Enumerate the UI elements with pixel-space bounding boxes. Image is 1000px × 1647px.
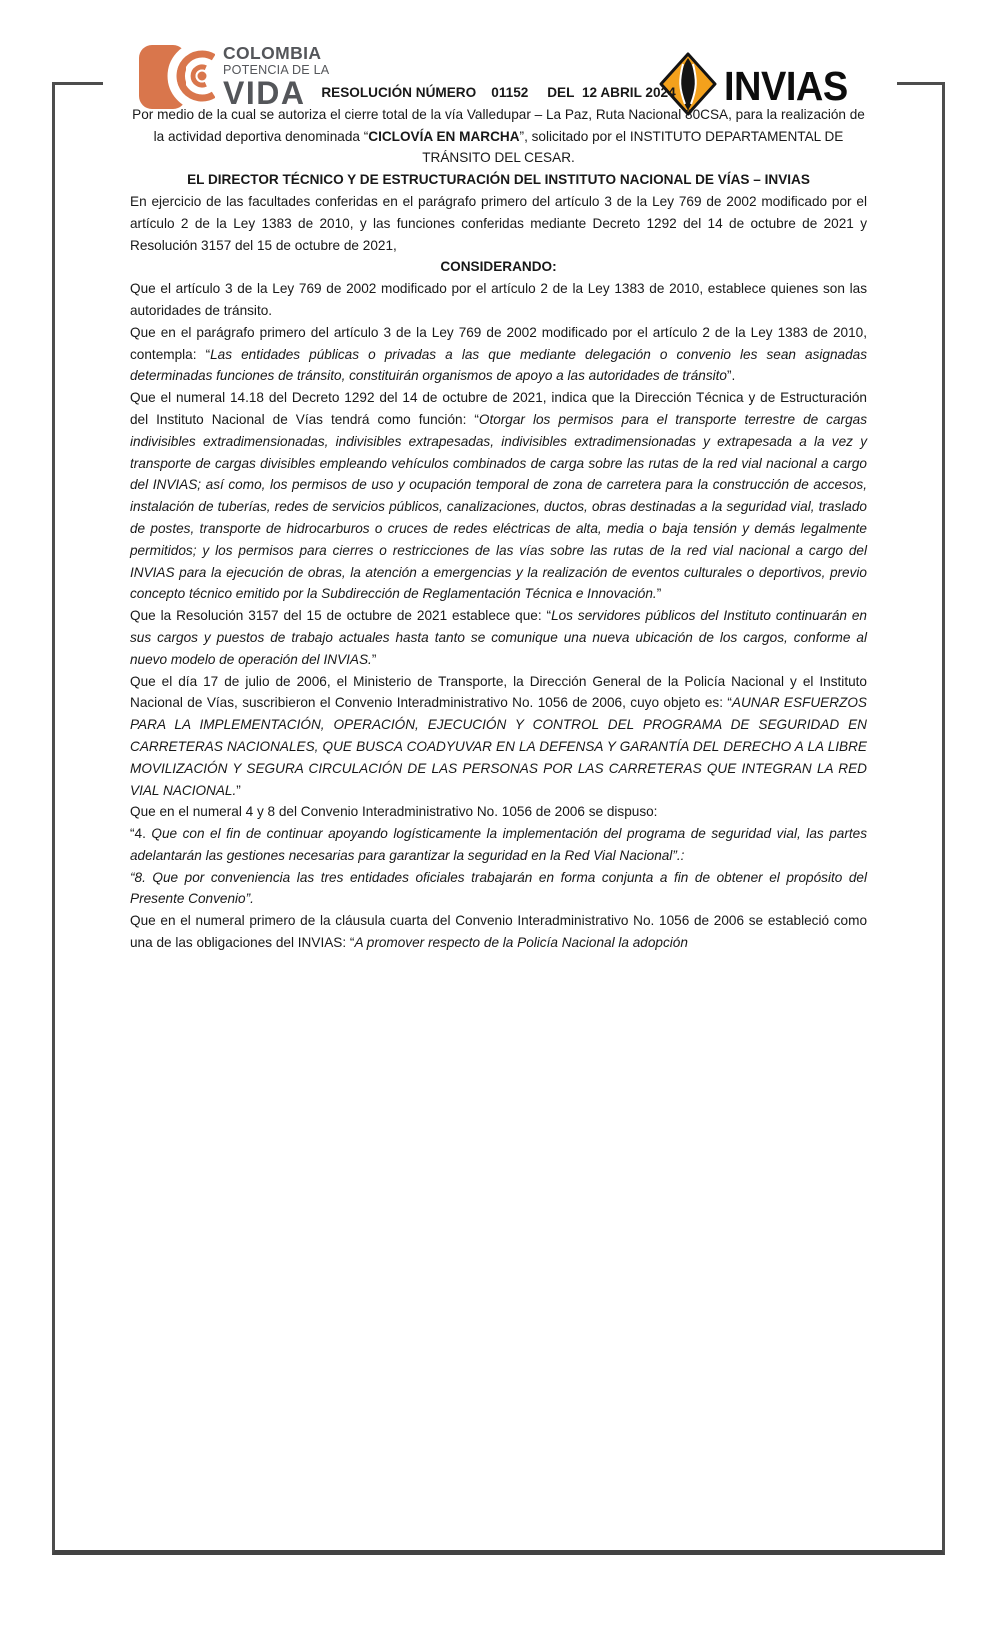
paragraph-2-close: ”.: [726, 368, 736, 384]
paragraph-7: [130, 823, 867, 867]
paragraph-3-lead: Que el numeral 14.18 del Decreto 1292 del 14 de octubre de 2021, indica que la Dirección Técnica y de Estructuración del Instituto Nacional de Vías tendrá como función: “: [130, 390, 867, 427]
paragraph-5: [130, 671, 867, 802]
paragraph-5-close: ”: [236, 782, 241, 798]
paragraph-3-quote: Otorgar los permisos para el transporte terrestre de cargas indivisibles extradimensionadas, indivisibles extrapesadas, indivisibles extradimensionadas y extrapesada a la vez y transporte de cargas divisibles empleando vehículos combinados de carga sobre las rutas de la red vial nacional a cargo del INVIAS; así como, los permisos de uso y ocupación temporal de zona de carretera para la construcción de accesos, instalación de tuberías, redes de servicios públicos, canalizaciones, ductos, obras destinadas a la seguridad vial, traslado de postes, transporte de hidrocarburos o cruces de redes eléctricas de alta, media o baja tensión y demás legalmente permitidos; y los permisos para cierres o restricciones de las vías sobre las rutas de la red vial nacional a cargo del INVIAS para la ejecución de obras, la atención a emergencias y la realización de eventos culturales o deportivos, previo concepto técnico emitido por la Subdirección de Reglamentación Técnica e Innovación.: [130, 411, 867, 602]
subject-event-name: CICLOVÍA EN MARCHA: [368, 128, 520, 144]
paragraph-6: Que en el numeral 4 y 8 del Convenio Interadministrativo No. 1056 de 2006 se dispuso:: [130, 804, 658, 820]
paragraph-2-quote: Las entidades públicas o privadas a las que mediante delegación o convenio les sean asignadas determinadas funciones de tránsito, constituirán organismos de apoyo a las autoridades de tránsito: [130, 346, 867, 384]
paragraph-4-quote: Los servidores públicos del Instituto continuarán en sus cargos y puestos de trabajo actuales hasta tanto se comunique una nueva ubicación de los cargos, conforme al nuevo modelo de operación del INVIAS.: [130, 608, 867, 667]
powers-paragraph: En ejercicio de las facultades conferidas en el parágrafo primero del artículo 3 de la Ley 769 de 2002 modificado por el artículo 2 de la Ley 1383 de 2010, y las funciones conferidas mediante Decreto 1292 del 14 de octubre de 2021 y Resolución 3157 del 15 de octubre de 2021,: [130, 193, 867, 253]
subject-text-pre: Por medio de la cual se autoriza el cierre total de la vía Valledupar – La Paz, Ruta Nacional 80CSA, para la realización de la actividad deportiva denominada “: [132, 106, 865, 144]
paragraph-4-lead: Que la Resolución 3157 del 15 de octubre de 2021 establece que: “: [130, 608, 552, 624]
paragraph-4: [130, 605, 867, 670]
paragraph-2-lead: Que en el parágrafo primero del artículo 3 de la Ley 769 de 2002 modificado por el artículo 2 de la Ley 1383 de 2010, contempla: “: [130, 324, 867, 362]
paragraph-9-lead: Que en el numeral primero de la cláusula cuarta del Convenio Interadministrativo No. 1056 de 2006 se estableció como una de las obligaciones del INVIAS: “: [130, 913, 867, 951]
invias-wordmark: INVIAS: [724, 63, 848, 110]
colombia-logo-line1: COLOMBIA: [223, 43, 322, 63]
paragraph-3-close: ”: [656, 586, 662, 602]
resolution-subject: [130, 104, 867, 169]
subject-text-post: ”, solicitado por el INSTITUTO DEPARTAMENTAL DE TRÁNSITO DEL CESAR.: [422, 128, 844, 166]
paragraph-9-quote: A promover respecto de la Policía Nacional la adopción: [354, 935, 688, 951]
paragraph-9: [130, 910, 867, 954]
paragraph-5-quote: AUNAR ESFUERZOS PARA LA IMPLEMENTACIÓN, OPERACIÓN, EJECUCIÓN Y CONTROL DEL PROGRAMA DE SEGURIDAD EN CARRETERAS NACIONALES, QUE BUSCA COADYUVAR EN LA DEFENSA Y GARANTÍA DEL DERECHO A LA LIBRE MOVILIZACIÓN Y SEGURA CIRCULACIÓN DE LAS PERSONAS POR LAS CARRETERAS QUE INTEGRAN LA RED VIAL NACIONAL.: [130, 695, 867, 798]
paragraph-2: [130, 322, 867, 387]
considerando-heading: CONSIDERANDO:: [440, 259, 557, 275]
colombia-logo-line2: POTENCIA DE LA: [223, 63, 330, 77]
paragraph-8: [130, 867, 867, 911]
paragraph-8-quote: “8. Que por conveniencia las tres entidades oficiales trabajarán en forma conjunta a fin de obtener el propósito del Presente Convenio”.: [130, 869, 867, 907]
document-body: [52, 82, 945, 954]
paragraph-5-lead: Que el día 17 de julio de 2006, el Ministerio de Transporte, la Dirección General de la Policía Nacional y el Instituto Nacional de Vías, suscribieron el Convenio Interadministrativo No. 1056 de 2006, cuyo objeto es: “: [130, 673, 867, 711]
paragraph-3: [130, 387, 867, 605]
paragraph-7-quote: Que con el fin de continuar apoyando logísticamente la implementación del programa de seguridad vial, las partes adelantarán las gestiones necesarias para garantizar la seguridad en la Red Vial Nacional”.:: [130, 826, 867, 863]
paragraph-7-lead: “4.: [130, 826, 152, 842]
director-heading: EL DIRECTOR TÉCNICO Y DE ESTRUCTURACIÓN DEL INSTITUTO NACIONAL DE VÍAS – INVIAS: [187, 172, 810, 188]
resolution-title: RESOLUCIÓN NÚMERO 01152 DEL 12 ABRIL 2024: [321, 85, 676, 100]
paragraph-4-close: ”: [371, 651, 377, 667]
paragraph-1: Que el artículo 3 de la Ley 769 de 2002 modificado por el artículo 2 de la Ley 1383 de 2010, establece quienes son las autoridades de tránsito.: [130, 281, 867, 318]
colombia-logo-line3: VIDA: [223, 75, 306, 111]
